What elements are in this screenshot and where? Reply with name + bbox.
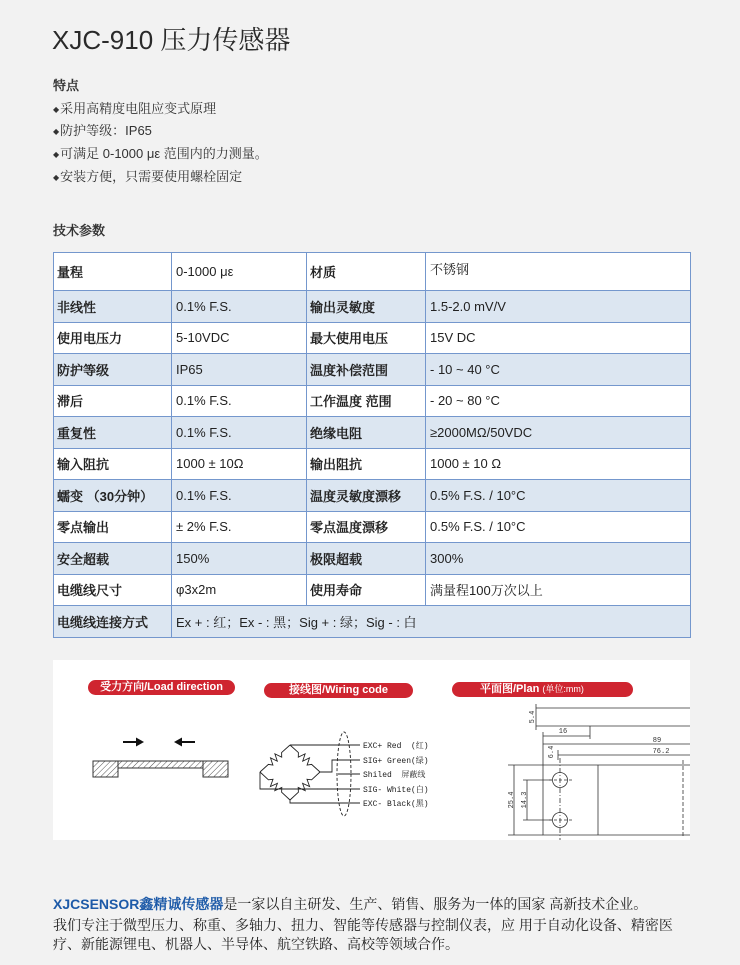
spec-label: 滞后 (54, 385, 172, 417)
dim-label-thickness: 5.4 (529, 710, 537, 724)
spec-value: 0.1% F.S. (172, 385, 307, 417)
spec-row (54, 543, 691, 575)
diamond-bullet-icon: ◆ (53, 173, 60, 182)
spec-value: 0.1% F.S. (172, 417, 307, 449)
spec-label: 绝缘电阻 (307, 417, 426, 449)
spec-label: 重复性 (54, 417, 172, 449)
spec-label: 温度补偿范围 (307, 354, 426, 386)
dim-label-side-length: 16 (558, 728, 568, 736)
spec-label: 极限超载 (307, 543, 426, 575)
beam-left-block (93, 761, 118, 777)
dim-label-hole-span: 76.2 (652, 748, 670, 756)
spec-row (54, 385, 691, 417)
dim-label-hole-offset: 6.4 (548, 745, 556, 759)
spec-row (54, 574, 691, 606)
wiring-code-tag: 接线图/Wiring code (264, 683, 413, 698)
feature-item (53, 145, 268, 164)
features-heading: 特点 (53, 78, 80, 93)
plan-tag (452, 682, 633, 697)
spec-table (53, 252, 691, 638)
resistor-top-right (290, 745, 320, 772)
spec-row (54, 291, 691, 323)
spec-value: Ex + : 红；Ex - : 黑；Sig + : 绿；Sig - : 白 (172, 606, 691, 638)
spec-value: ± 2% F.S. (172, 511, 307, 543)
spec-label: 安全超载 (54, 543, 172, 575)
spec-row (54, 322, 691, 354)
spec-label: 电缆线连接方式 (54, 606, 172, 638)
diamond-bullet-icon: ◆ (53, 150, 60, 159)
spec-value: - 10 ~ 40 °C (426, 354, 691, 386)
feature-text: 安装方便，只需要使用螺栓固定 (60, 169, 243, 184)
feature-item (53, 168, 242, 187)
beam-right-block (203, 761, 228, 777)
spec-row (54, 417, 691, 449)
spec-value: 0-1000 με (172, 253, 307, 291)
load-direction-drawing (93, 738, 228, 778)
dim-label-hole-spacing: 14.3 (521, 791, 529, 809)
company-line-1 (53, 895, 647, 914)
feature-text: 可满足 0-1000 με 范围内的力测量。 (60, 146, 268, 161)
arrow-right-head-icon (136, 738, 144, 747)
company-line-2: 我们专注于微型压力、称重、多轴力、扭力、智能等传感器与控制仪表，应 用于自动化设备、精密医 (53, 917, 673, 933)
spec-value: 0.5% F.S. / 10°C (426, 511, 691, 543)
spec-row (54, 448, 691, 480)
wire-label-exc-plus: EXC+ Red (红) (363, 742, 429, 751)
spec-value: 1000 ± 10 Ω (426, 448, 691, 480)
load-direction-tag: 受力方向/Load direction (88, 680, 235, 695)
spec-label: 最大使用电压 (307, 322, 426, 354)
spec-value: φ3x2m (172, 574, 307, 606)
spec-row (54, 511, 691, 543)
spec-value: 0.1% F.S. (172, 480, 307, 512)
spec-value: 满量程100万次以上 (426, 574, 691, 606)
dim-label-width: 25.4 (508, 791, 516, 809)
spec-value: ≥2000MΩ/50VDC (426, 417, 691, 449)
spec-value: 不锈钢 (426, 253, 691, 291)
page-title: XJC-910 压力传感器 (52, 25, 291, 55)
spec-label: 输入阻抗 (54, 448, 172, 480)
spec-value: 1.5-2.0 mV/V (426, 291, 691, 323)
resistor-left-top (260, 745, 290, 772)
feature-text: 防护等级：IP65 (60, 123, 152, 138)
diagram-panel (53, 660, 690, 840)
company-intro: 是一家以自主研发、生产、销售、服务为一体的国家 高新技术企业。 (223, 896, 648, 912)
specs-heading: 技术参数 (53, 223, 106, 238)
feature-text: 采用高精度电阻应变式原理 (60, 101, 217, 116)
wire-label-sig-minus: SIG- White(白) (363, 786, 429, 795)
wire-label-shield: Shiled 屏蔽线 (363, 771, 426, 780)
spec-label: 工作温度 范围 (307, 385, 426, 417)
arrow-left-head-icon (174, 738, 182, 747)
spec-row (54, 480, 691, 512)
spec-row (54, 253, 691, 291)
feature-item (53, 122, 152, 141)
spec-label: 零点温度漂移 (307, 511, 426, 543)
spec-value: 300% (426, 543, 691, 575)
spec-label: 防护等级 (54, 354, 172, 386)
resistor-bottom-left (260, 772, 290, 800)
spec-value: IP65 (172, 354, 307, 386)
spec-value: 5-10VDC (172, 322, 307, 354)
spec-row (54, 354, 691, 386)
plan-outline (543, 765, 690, 835)
dim-label-length: 89 (652, 737, 662, 745)
beam-center-strip (118, 761, 203, 768)
spec-label: 输出灵敏度 (307, 291, 426, 323)
plan-tag-title: 平面图/Plan (480, 683, 543, 695)
diamond-bullet-icon: ◆ (53, 105, 60, 114)
spec-value: 150% (172, 543, 307, 575)
spec-value: 1000 ± 10Ω (172, 448, 307, 480)
spec-label: 温度灵敏度漂移 (307, 480, 426, 512)
diamond-bullet-icon: ◆ (53, 127, 60, 136)
wiring-drawing (260, 732, 360, 816)
spec-label: 量程 (54, 253, 172, 291)
spec-value: 0.1% F.S. (172, 291, 307, 323)
company-brand: XJCSENSOR鑫精诚传感器 (53, 896, 224, 912)
resistor-right-bottom (290, 772, 320, 800)
spec-value: - 20 ~ 80 °C (426, 385, 691, 417)
spec-label: 使用电压力 (54, 322, 172, 354)
spec-row-cable-connection (54, 606, 691, 638)
spec-label: 电缆线尺寸 (54, 574, 172, 606)
spec-label: 蠕变 （30分钟） (54, 480, 172, 512)
spec-label: 非线性 (54, 291, 172, 323)
spec-label: 使用寿命 (307, 574, 426, 606)
spec-value: 0.5% F.S. / 10°C (426, 480, 691, 512)
spec-label: 材质 (307, 253, 426, 291)
plan-drawing (508, 704, 690, 840)
wire-label-exc-minus: EXC- Black(黑) (363, 800, 429, 809)
spec-label: 零点输出 (54, 511, 172, 543)
company-line-3: 疗、新能源锂电、机器人、半导体、航空铁路、高校等领域合作。 (53, 936, 459, 952)
feature-item (53, 100, 216, 119)
wire-sig-plus (320, 760, 360, 772)
spec-label: 输出阻抗 (307, 448, 426, 480)
spec-value: 15V DC (426, 322, 691, 354)
wire-label-sig-plus: SIG+ Green(绿) (363, 757, 429, 766)
plan-tag-unit: (单位:mm) (542, 684, 584, 694)
